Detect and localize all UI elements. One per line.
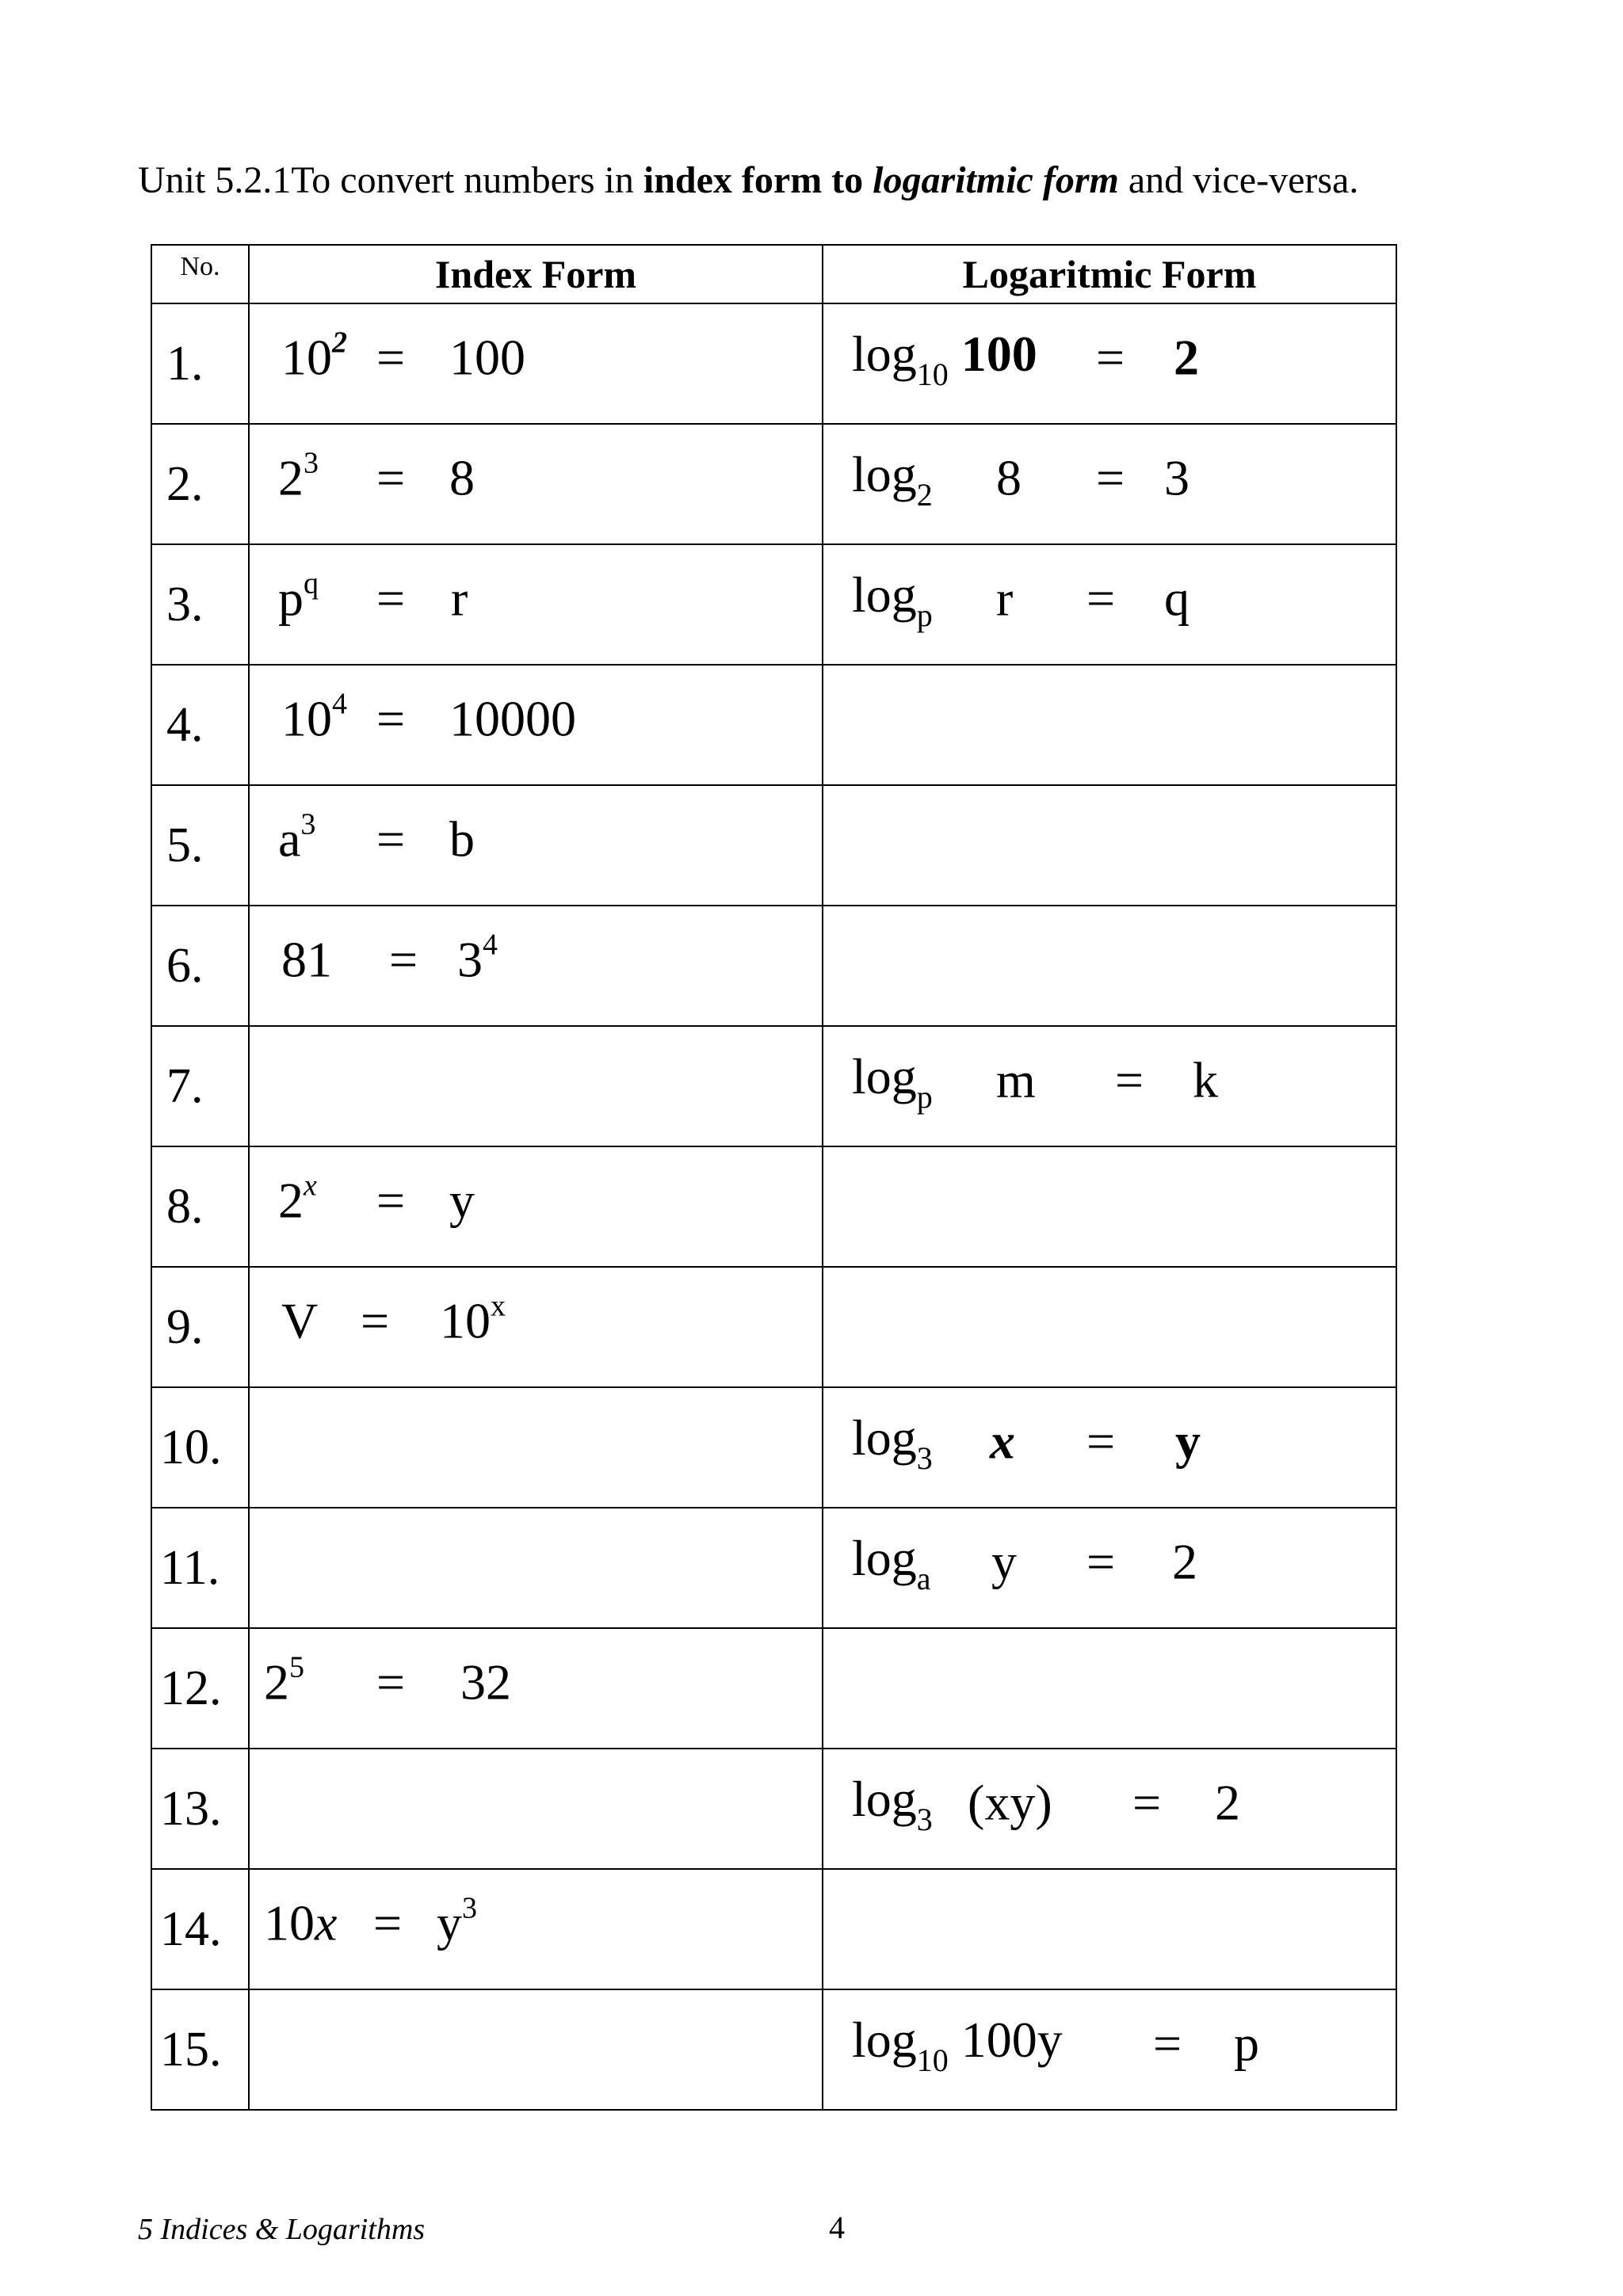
log-lhs bbox=[852, 1409, 933, 1474]
row-number: 12. bbox=[151, 1628, 249, 1749]
log-argument: r bbox=[996, 570, 1014, 627]
log-base: p bbox=[916, 597, 933, 633]
row-number: 7. bbox=[151, 1026, 249, 1146]
table-row bbox=[151, 1146, 1396, 1267]
log-argument: (xy) bbox=[968, 1774, 1052, 1831]
index-base: 2 bbox=[264, 1653, 289, 1711]
log-form-cell bbox=[823, 544, 1396, 665]
index-base: a bbox=[278, 810, 301, 868]
log-base: p bbox=[916, 1078, 933, 1115]
equals-sign: = bbox=[1153, 2015, 1182, 2072]
log-form-cell-empty bbox=[823, 665, 1396, 785]
log-form-cell-empty bbox=[823, 1267, 1396, 1387]
index-exponent: q bbox=[304, 566, 319, 601]
log-base: a bbox=[916, 1560, 931, 1596]
index-lhs bbox=[278, 446, 319, 508]
log-argument: x bbox=[990, 1413, 1015, 1470]
equals-sign: = bbox=[376, 1653, 406, 1711]
index-lhs bbox=[264, 1650, 304, 1712]
table-row bbox=[151, 1989, 1396, 2110]
row-number: 13. bbox=[151, 1749, 249, 1869]
index-rhs: 8 bbox=[449, 449, 475, 506]
index-lhs bbox=[278, 807, 316, 869]
equals-sign: = bbox=[389, 931, 418, 988]
log-word: log bbox=[852, 1770, 917, 1827]
index-base: 10 bbox=[281, 329, 332, 386]
row-number: 15. bbox=[151, 1989, 249, 2110]
index-base: 3 bbox=[457, 931, 483, 988]
equals-sign: = bbox=[361, 1292, 390, 1349]
header-no: No. bbox=[151, 245, 249, 303]
table-row bbox=[151, 544, 1396, 665]
row-number: 9. bbox=[151, 1267, 249, 1387]
log-lhs bbox=[852, 1047, 933, 1115]
page-number: 4 bbox=[829, 2210, 845, 2245]
equals-sign: = bbox=[376, 570, 406, 627]
index-rhs bbox=[457, 928, 498, 990]
log-word: log bbox=[852, 325, 917, 382]
log-value: 2 bbox=[1174, 329, 1199, 386]
log-argument: 8 bbox=[996, 449, 1022, 506]
table-row bbox=[151, 1387, 1396, 1508]
equals-sign: = bbox=[376, 1172, 406, 1229]
log-form-cell bbox=[823, 303, 1396, 424]
log-argument: m bbox=[996, 1051, 1036, 1108]
log-form-cell-empty bbox=[823, 906, 1396, 1026]
index-lhs bbox=[281, 687, 347, 749]
index-form-cell-empty bbox=[249, 1749, 823, 1869]
table-row bbox=[151, 1508, 1396, 1628]
log-word: log bbox=[852, 1409, 917, 1466]
table-row bbox=[151, 1749, 1396, 1869]
index-lhs: 81 bbox=[281, 931, 332, 988]
row-number: 8. bbox=[151, 1146, 249, 1267]
index-form-cell-empty bbox=[249, 1989, 823, 2110]
log-value: 2 bbox=[1215, 1774, 1240, 1831]
equals-sign: = bbox=[1086, 570, 1116, 627]
log-value: p bbox=[1234, 2015, 1259, 2072]
table-row bbox=[151, 665, 1396, 785]
log-base: 10 bbox=[916, 356, 949, 392]
index-form-cell bbox=[249, 1146, 823, 1267]
log-lhs bbox=[852, 445, 933, 513]
table-row bbox=[151, 303, 1396, 424]
table-row bbox=[151, 785, 1396, 906]
equals-sign: = bbox=[1115, 1051, 1144, 1108]
title-part1: Unit 5.2.1To convert numbers in bbox=[138, 159, 643, 201]
log-lhs bbox=[852, 566, 933, 631]
table-row bbox=[151, 1267, 1396, 1387]
header-index-form: Index Form bbox=[249, 245, 823, 303]
index-rhs: 100 bbox=[449, 329, 525, 386]
table-row bbox=[151, 1026, 1396, 1146]
title-part3: logaritmic form bbox=[873, 159, 1119, 201]
index-base: p bbox=[278, 570, 304, 627]
row-number: 1. bbox=[151, 303, 249, 424]
header-row bbox=[151, 245, 1396, 303]
index-exponent: 4 bbox=[332, 687, 347, 721]
log-form-cell bbox=[823, 424, 1396, 544]
log-base: 2 bbox=[916, 476, 933, 513]
table-row bbox=[151, 1869, 1396, 1989]
log-form-cell bbox=[823, 1508, 1396, 1628]
log-argument: y bbox=[991, 1533, 1017, 1590]
index-lhs bbox=[278, 566, 319, 628]
log-word: log bbox=[852, 445, 917, 502]
log-form-cell bbox=[823, 1026, 1396, 1146]
log-word: log bbox=[852, 1529, 917, 1586]
index-rhs: 32 bbox=[460, 1653, 511, 1711]
index-exponent: 2 bbox=[332, 326, 347, 360]
log-form-cell bbox=[823, 1749, 1396, 1869]
index-form-cell bbox=[249, 544, 823, 665]
equals-sign: = bbox=[1086, 1533, 1116, 1590]
index-lhs bbox=[278, 1169, 317, 1230]
row-number: 6. bbox=[151, 906, 249, 1026]
equals-sign: = bbox=[376, 810, 406, 868]
log-value: 2 bbox=[1172, 1533, 1197, 1590]
log-value: 3 bbox=[1164, 449, 1190, 506]
log-base: 3 bbox=[916, 1440, 933, 1476]
index-form-cell bbox=[249, 424, 823, 544]
index-exponent: 5 bbox=[289, 1650, 304, 1684]
log-word: log bbox=[852, 2011, 917, 2068]
index-form-cell-empty bbox=[249, 1387, 823, 1508]
equals-sign: = bbox=[376, 690, 406, 747]
index-form-cell bbox=[249, 665, 823, 785]
log-form-cell-empty bbox=[823, 785, 1396, 906]
index-rhs bbox=[437, 1891, 477, 1953]
index-lhs bbox=[281, 326, 347, 387]
index-base: 2 bbox=[278, 449, 304, 506]
index-rhs: r bbox=[451, 570, 468, 627]
index-form-cell-empty bbox=[249, 1508, 823, 1628]
index-exponent: 3 bbox=[300, 807, 316, 841]
row-number: 5. bbox=[151, 785, 249, 906]
log-lhs bbox=[852, 325, 1037, 390]
index-base: y bbox=[437, 1894, 462, 1951]
index-lhs: V bbox=[281, 1292, 319, 1349]
title-part2: index form to bbox=[643, 159, 873, 201]
index-form-cell bbox=[249, 906, 823, 1026]
index-rhs bbox=[440, 1289, 506, 1351]
row-number: 10. bbox=[151, 1387, 249, 1508]
table-row bbox=[151, 1628, 1396, 1749]
log-base: 3 bbox=[916, 1801, 933, 1837]
equals-sign: = bbox=[1096, 329, 1125, 386]
log-argument: 100 bbox=[960, 325, 1037, 382]
log-form-cell-empty bbox=[823, 1146, 1396, 1267]
index-base: 10 bbox=[440, 1292, 491, 1349]
log-form-cell bbox=[823, 1387, 1396, 1508]
log-word: log bbox=[852, 1047, 917, 1104]
equals-sign: = bbox=[1132, 1774, 1162, 1831]
log-form-cell-empty bbox=[823, 1628, 1396, 1749]
table-row bbox=[151, 424, 1396, 544]
index-exponent: x bbox=[304, 1169, 317, 1203]
index-lhs bbox=[264, 1894, 337, 1953]
conversion-table bbox=[151, 244, 1397, 2111]
header-log-form: Logaritmic Form bbox=[823, 245, 1396, 303]
index-rhs: b bbox=[449, 810, 475, 868]
index-form-cell bbox=[249, 1869, 823, 1989]
log-base: 10 bbox=[916, 2042, 949, 2078]
footer-chapter-title: 5 Indices & Logarithms bbox=[138, 2213, 426, 2246]
index-exponent: 3 bbox=[462, 1891, 477, 1925]
equals-sign: = bbox=[376, 449, 406, 506]
index-form-cell-empty bbox=[249, 1026, 823, 1146]
log-value: y bbox=[1175, 1413, 1201, 1470]
log-form-cell bbox=[823, 1989, 1396, 2110]
equals-sign: = bbox=[376, 329, 406, 386]
page-title bbox=[138, 158, 1358, 202]
row-number: 4. bbox=[151, 665, 249, 785]
log-value: k bbox=[1193, 1051, 1218, 1108]
index-form-cell bbox=[249, 785, 823, 906]
row-number: 3. bbox=[151, 544, 249, 665]
log-form-cell-empty bbox=[823, 1869, 1396, 1989]
title-part4: and vice-versa. bbox=[1118, 159, 1359, 201]
row-number: 2. bbox=[151, 424, 249, 544]
row-number: 11. bbox=[151, 1508, 249, 1628]
log-word: log bbox=[852, 566, 917, 623]
log-lhs bbox=[852, 2011, 1063, 2076]
log-lhs bbox=[852, 1770, 933, 1835]
index-variable: x bbox=[315, 1894, 338, 1951]
index-base: 2 bbox=[278, 1172, 304, 1229]
equals-sign: = bbox=[373, 1894, 403, 1951]
index-form-cell bbox=[249, 303, 823, 424]
index-base: 10 bbox=[281, 690, 332, 747]
index-exponent: x bbox=[491, 1289, 506, 1323]
index-form-cell bbox=[249, 1267, 823, 1387]
index-exponent: 3 bbox=[304, 446, 319, 480]
table-row bbox=[151, 906, 1396, 1026]
index-rhs: 10000 bbox=[449, 690, 576, 747]
index-coefficient: 10 bbox=[264, 1894, 315, 1951]
log-lhs bbox=[852, 1529, 931, 1594]
equals-sign: = bbox=[1086, 1413, 1116, 1470]
log-argument: 100y bbox=[960, 2011, 1063, 2068]
row-number: 14. bbox=[151, 1869, 249, 1989]
index-rhs: y bbox=[449, 1172, 475, 1229]
index-exponent: 4 bbox=[483, 928, 498, 962]
equals-sign: = bbox=[1096, 449, 1125, 506]
log-value: q bbox=[1164, 570, 1190, 627]
index-form-cell bbox=[249, 1628, 823, 1749]
